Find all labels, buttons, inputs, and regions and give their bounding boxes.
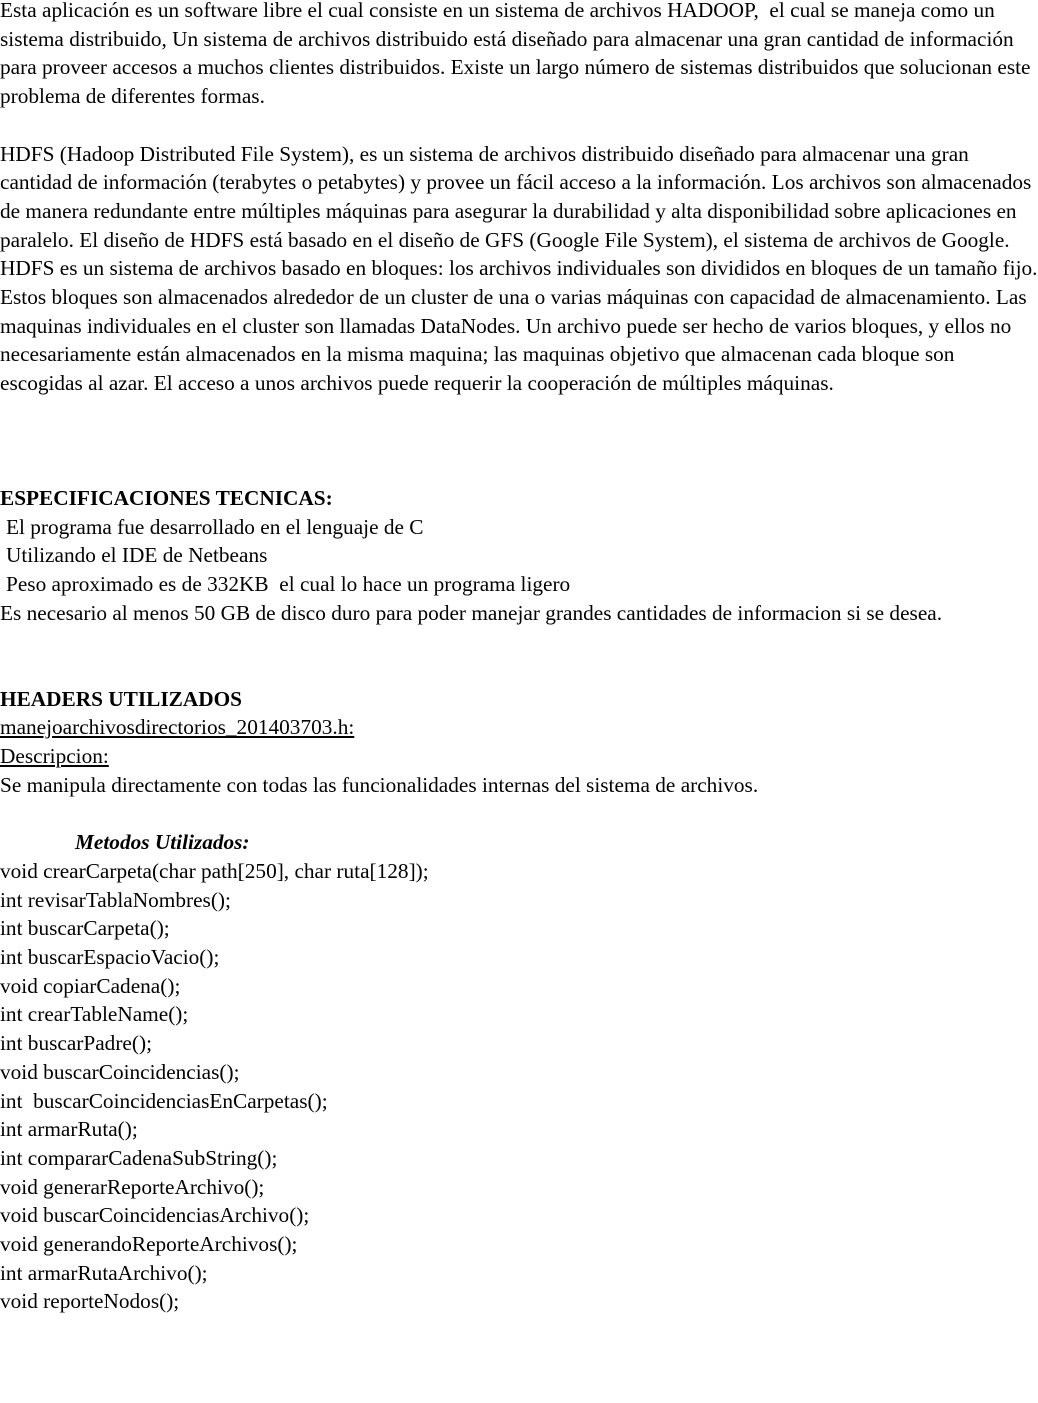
spacer xyxy=(0,111,1038,140)
intro-paragraph-1: Esta aplicación es un software libre el cual consiste en un sistema de archivos HADOOP, el cual se maneja como un sistema distribuido, Un sistema de archivos distribuido está diseñado para almacenar una gran cantidad de información para proveer accesos a muchos clientes distribuidos. Existe un largo número de sistemas distribuidos que solucionan este problema de diferentes formas. xyxy=(0,0,1036,109)
spec-item: Utilizando el IDE de Netbeans xyxy=(6,543,268,568)
specs-note: Es necesario al menos 50 GB de disco duro para poder manejar grandes cantidades de informacion si se desea. xyxy=(0,600,943,625)
method-line: int revisarTablaNombres(); xyxy=(0,887,231,912)
headers-heading: HEADERS UTILIZADOS xyxy=(0,686,243,711)
method-line: int compararCadenaSubString(); xyxy=(0,1145,278,1170)
spacer xyxy=(0,398,1038,484)
spec-item: El programa fue desarrollado en el lenguaje de C xyxy=(6,514,424,539)
spec-item: Peso aproximado es de 332KB el cual lo hace un programa ligero xyxy=(6,571,571,596)
methods-list xyxy=(0,857,1038,1316)
method-line: void generandoReporteArchivos(); xyxy=(0,1232,298,1257)
method-line: int buscarEspacioVacio(); xyxy=(0,945,220,970)
methods-heading: Metodos Utilizados: xyxy=(75,830,250,855)
header-description: Se manipula directamente con todas las funcionalidades internas del sistema de archivos. xyxy=(0,772,759,797)
spacer xyxy=(0,627,1038,684)
header-file-name: manejoarchivosdirectorios_201403703.h: xyxy=(0,715,355,740)
method-line: void buscarCoincidencias(); xyxy=(0,1059,240,1084)
method-line: void reporteNodos(); xyxy=(0,1289,180,1314)
description-label: Descripcion: xyxy=(0,744,109,769)
method-line: int armarRuta(); xyxy=(0,1117,138,1142)
method-line: int buscarPadre(); xyxy=(0,1031,152,1056)
intro-paragraph-2: HDFS (Hadoop Distributed File System), es un sistema de archivos distribuido diseñado para almacenar una gran cantidad de información (terabytes o petabytes) y provee un fácil acceso a la información. Los archivos son almacenados de manera redundante entre múltiples máquinas para asegurar la durabilidad y alta disponibilidad sobre aplicaciones en paralelo. El diseño de HDFS está basado en el diseño de GFS (Google File System), el sistema de archivos de Google. xyxy=(0,141,1037,252)
intro-paragraph-3: HDFS es un sistema de archivos basado en bloques: los archivos individuales son divididos en bloques de un tamaño fijo. Estos bloques son almacenados alrededor de un cluster de una o varias máquinas con capacidad de almacenamiento. Las maquinas individuales en el cluster son llamadas DataNodes. Un archivo puede ser hecho de varios bloques, y ellos no necesariamente están almacenados en la misma maquina; las maquinas objetivo que almacenan cada bloque son escogidas al azar. El acceso a unos archivos puede requerir la cooperación de múltiples máquinas. xyxy=(0,256,1038,396)
method-line: int armarRutaArchivo(); xyxy=(0,1260,208,1285)
method-line: int buscarCoincidenciasEnCarpetas(); xyxy=(0,1088,328,1113)
method-line: void generarReporteArchivo(); xyxy=(0,1174,265,1199)
method-line: int crearTableName(); xyxy=(0,1002,189,1027)
method-line: void copiarCadena(); xyxy=(0,973,181,998)
method-line: void buscarCoincidenciasArchivo(); xyxy=(0,1203,310,1228)
method-line: void crearCarpeta(char path[250], char ruta[128]); xyxy=(0,858,429,883)
specs-heading: ESPECIFICACIONES TECNICAS: xyxy=(0,485,333,510)
method-line: int buscarCarpeta(); xyxy=(0,916,170,941)
spacer xyxy=(0,800,1038,829)
